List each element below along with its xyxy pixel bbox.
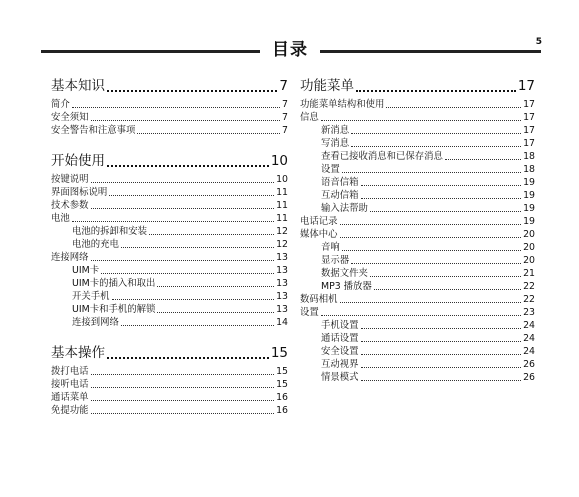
toc-entry[interactable] (300, 228, 535, 241)
toc-entry-label: 简介 (51, 99, 70, 110)
toc-entry[interactable] (300, 293, 535, 306)
toc-entry-page: 26 (523, 359, 535, 370)
toc-subentry[interactable] (300, 163, 535, 176)
toc-entry-page: 19 (523, 203, 535, 214)
dot-leader (386, 106, 521, 108)
toc-entry[interactable] (51, 199, 288, 212)
dot-leader (351, 262, 521, 264)
toc-entry[interactable] (51, 98, 288, 111)
toc-subentry[interactable] (51, 316, 288, 329)
toc-entry-page: 19 (523, 216, 535, 227)
dot-leader (101, 272, 274, 274)
toc-subentry[interactable] (300, 189, 535, 202)
dot-leader (149, 233, 274, 235)
toc-section-heading[interactable] (51, 151, 288, 171)
toc-entry-label: 功能菜单结构和使用 (300, 99, 385, 110)
toc-entry[interactable] (51, 404, 288, 417)
toc-entry-label: 连接网络 (51, 252, 89, 263)
dot-leader (351, 145, 521, 147)
toc-entry-label: 电池的充电 (72, 239, 119, 250)
dot-leader (342, 171, 521, 173)
toc-subentry[interactable] (300, 202, 535, 215)
toc-entry-label: 显示器 (321, 255, 350, 266)
dot-leader (340, 301, 522, 303)
toc-entry-label: 数码相机 (300, 294, 338, 305)
toc-section-heading[interactable] (51, 76, 288, 96)
toc-entry-label: 安全警告和注意事项 (51, 125, 136, 136)
dot-leader (370, 275, 521, 277)
toc-entry-page: 17 (523, 99, 535, 110)
toc-entry-page: 22 (523, 281, 535, 292)
toc-entry-page: 13 (276, 291, 288, 302)
toc-entry-page: 10 (270, 153, 288, 169)
toc-entry-label: 基本操作 (51, 345, 105, 361)
toc-entry-page: 15 (276, 379, 288, 390)
dot-leader (137, 132, 280, 134)
toc-entry[interactable] (51, 365, 288, 378)
toc-entry-label: 互动信箱 (321, 190, 359, 201)
toc-subentry[interactable] (300, 358, 535, 371)
dot-leader (107, 89, 277, 92)
toc-entry-label: 信息 (300, 112, 319, 123)
dot-leader (356, 89, 516, 92)
dot-leader (361, 327, 522, 329)
toc-entry-label: 互动视界 (321, 359, 359, 370)
dot-leader (121, 246, 274, 248)
toc-subentry[interactable] (300, 332, 535, 345)
toc-entry-page: 16 (276, 392, 288, 403)
toc-subentry[interactable] (300, 254, 535, 267)
toc-subentry[interactable] (300, 176, 535, 189)
toc-entry-page: 10 (276, 174, 288, 185)
toc-entry-page: 23 (523, 307, 535, 318)
toc-entry-label: 技术参数 (51, 200, 89, 211)
page-number: 5 (535, 37, 542, 47)
toc-entry-page: 20 (523, 229, 535, 240)
toc-entry-page: 17 (523, 138, 535, 149)
toc-entry[interactable] (300, 215, 535, 228)
toc-entry[interactable] (51, 173, 288, 186)
toc-subentry[interactable] (51, 277, 288, 290)
toc-entry[interactable] (51, 212, 288, 225)
toc-entry-label: 新消息 (321, 125, 350, 136)
toc-entry-page: 17 (523, 112, 535, 123)
toc-entry-page: 7 (282, 99, 288, 110)
toc-subentry[interactable] (300, 137, 535, 150)
toc-subentry[interactable] (300, 345, 535, 358)
toc-entry[interactable] (300, 306, 535, 319)
dot-leader (72, 106, 280, 108)
dot-leader (361, 366, 522, 368)
toc-entry-label: UIM卡的插入和取出 (72, 278, 156, 289)
toc-subentry[interactable] (300, 371, 535, 384)
toc-left-column (51, 76, 288, 417)
toc-entry-page: 7 (282, 112, 288, 123)
toc-subentry[interactable] (51, 303, 288, 316)
dot-leader (361, 197, 522, 199)
dot-leader (342, 249, 521, 251)
toc-entry-page: 7 (282, 125, 288, 136)
toc-entry-label: 设置 (300, 307, 319, 318)
toc-entry[interactable] (51, 111, 288, 124)
toc-entry-label: 拨打电话 (51, 366, 89, 377)
toc-entry-page: 26 (523, 372, 535, 383)
dot-leader (107, 164, 269, 167)
toc-entry-label: 接听电话 (51, 379, 89, 390)
toc-entry-label: UIM卡 (72, 265, 100, 276)
dot-leader (361, 184, 522, 186)
page-title: 目录 (260, 35, 320, 60)
toc-entry-page: 19 (523, 190, 535, 201)
toc-entry[interactable] (51, 186, 288, 199)
toc-entry-page: 15 (276, 366, 288, 377)
dot-leader (157, 285, 274, 287)
toc-entry-page: 13 (276, 265, 288, 276)
toc-entry-label: 查看已接收消息和已保存消息 (321, 151, 443, 162)
dot-leader (91, 399, 275, 401)
toc-entry-page: 22 (523, 294, 535, 305)
toc-entry-label: 手机设置 (321, 320, 359, 331)
toc-entry[interactable] (300, 111, 535, 124)
toc-entry-label: 开关手机 (72, 291, 110, 302)
toc-entry[interactable] (51, 251, 288, 264)
toc-entry-label: 情景模式 (321, 372, 359, 383)
dot-leader (361, 353, 522, 355)
toc-entry-page: 24 (523, 320, 535, 331)
dot-leader (91, 181, 275, 183)
dot-leader (107, 356, 269, 359)
toc-entry-page: 24 (523, 346, 535, 357)
dot-leader (351, 132, 521, 134)
toc-entry-page: 11 (276, 213, 288, 224)
toc-entry-label: 数据文件夹 (321, 268, 368, 279)
dot-leader (91, 386, 275, 388)
toc-entry-label: 按键说明 (51, 174, 89, 185)
dot-leader (340, 236, 522, 238)
toc-entry-page: 17 (523, 125, 535, 136)
toc-entry-label: 功能菜单 (300, 78, 354, 94)
toc-entry-label: 语音信箱 (321, 177, 359, 188)
toc-entry-page: 12 (276, 239, 288, 250)
toc-entry-label: 界面图标说明 (51, 187, 108, 198)
dot-leader (91, 412, 275, 414)
toc-subentry[interactable] (51, 264, 288, 277)
section-gap (51, 137, 288, 151)
dot-leader (321, 314, 521, 316)
toc-entry-label: 免提功能 (51, 405, 89, 416)
toc-entry[interactable] (300, 98, 535, 111)
toc-entry-label: 安全设置 (321, 346, 359, 357)
toc-entry-label: UIM卡和手机的解锁 (72, 304, 156, 315)
toc-subentry[interactable] (300, 124, 535, 137)
dot-leader (340, 223, 522, 225)
toc-entry-page: 17 (517, 78, 535, 94)
toc-section-heading[interactable] (300, 76, 535, 96)
dot-leader (370, 210, 521, 212)
toc-entry-page: 13 (276, 278, 288, 289)
dot-leader (91, 119, 281, 121)
dot-leader (374, 288, 521, 290)
toc-entry[interactable] (51, 378, 288, 391)
toc-entry[interactable] (51, 124, 288, 137)
toc-subentry[interactable] (300, 267, 535, 280)
toc-subentry[interactable] (300, 319, 535, 332)
dot-leader (112, 298, 275, 300)
toc-entry-label: 电池 (51, 213, 70, 224)
toc-entry-label: 连接到网络 (72, 317, 119, 328)
toc-entry-page: 19 (523, 177, 535, 188)
toc-entry-page: 15 (270, 345, 288, 361)
toc-entry-label: 电话记录 (300, 216, 338, 227)
toc-entry-label: MP3 播放器 (321, 281, 372, 292)
toc-entry-page: 20 (523, 255, 535, 266)
dot-leader (91, 373, 275, 375)
toc-subentry[interactable] (51, 238, 288, 251)
toc-entry-label: 安全须知 (51, 112, 89, 123)
toc-subentry[interactable] (300, 150, 535, 163)
toc-subentry[interactable] (300, 280, 535, 293)
dot-leader (72, 220, 274, 222)
toc-entry-label: 输入法帮助 (321, 203, 368, 214)
dot-leader (361, 379, 522, 381)
section-gap (51, 329, 288, 343)
dot-leader (157, 311, 274, 313)
toc-subentry[interactable] (300, 241, 535, 254)
toc-entry-page: 18 (523, 151, 535, 162)
toc-entry-page: 11 (276, 200, 288, 211)
toc-right-column (300, 76, 535, 384)
toc-subentry[interactable] (51, 290, 288, 303)
toc-entry-page: 7 (279, 78, 288, 94)
toc-entry-page: 13 (276, 252, 288, 263)
toc-entry-label: 基本知识 (51, 78, 105, 94)
toc-entry-page: 18 (523, 164, 535, 175)
dot-leader (121, 324, 274, 326)
toc-entry-label: 开始使用 (51, 153, 105, 169)
toc-entry-label: 设置 (321, 164, 340, 175)
toc-entry-page: 14 (276, 317, 288, 328)
dot-leader (109, 194, 274, 196)
toc-section-heading[interactable] (51, 343, 288, 363)
dot-leader (445, 158, 521, 160)
toc-entry-page: 11 (276, 187, 288, 198)
toc-entry-page: 21 (523, 268, 535, 279)
toc-entry-label: 通话菜单 (51, 392, 89, 403)
toc-entry-page: 12 (276, 226, 288, 237)
toc-entry-label: 音响 (321, 242, 340, 253)
toc-entry-page: 16 (276, 405, 288, 416)
dot-leader (321, 119, 521, 121)
toc-entry-label: 写消息 (321, 138, 350, 149)
dot-leader (361, 340, 522, 342)
dot-leader (91, 259, 275, 261)
toc-entry-label: 通话设置 (321, 333, 359, 344)
dot-leader (91, 207, 275, 209)
toc-entry-page: 13 (276, 304, 288, 315)
toc-entry-page: 24 (523, 333, 535, 344)
toc-entry-label: 电池的拆卸和安装 (72, 226, 148, 237)
toc-subentry[interactable] (51, 225, 288, 238)
toc-entry-page: 20 (523, 242, 535, 253)
toc-entry-label: 媒体中心 (300, 229, 338, 240)
toc-entry[interactable] (51, 391, 288, 404)
